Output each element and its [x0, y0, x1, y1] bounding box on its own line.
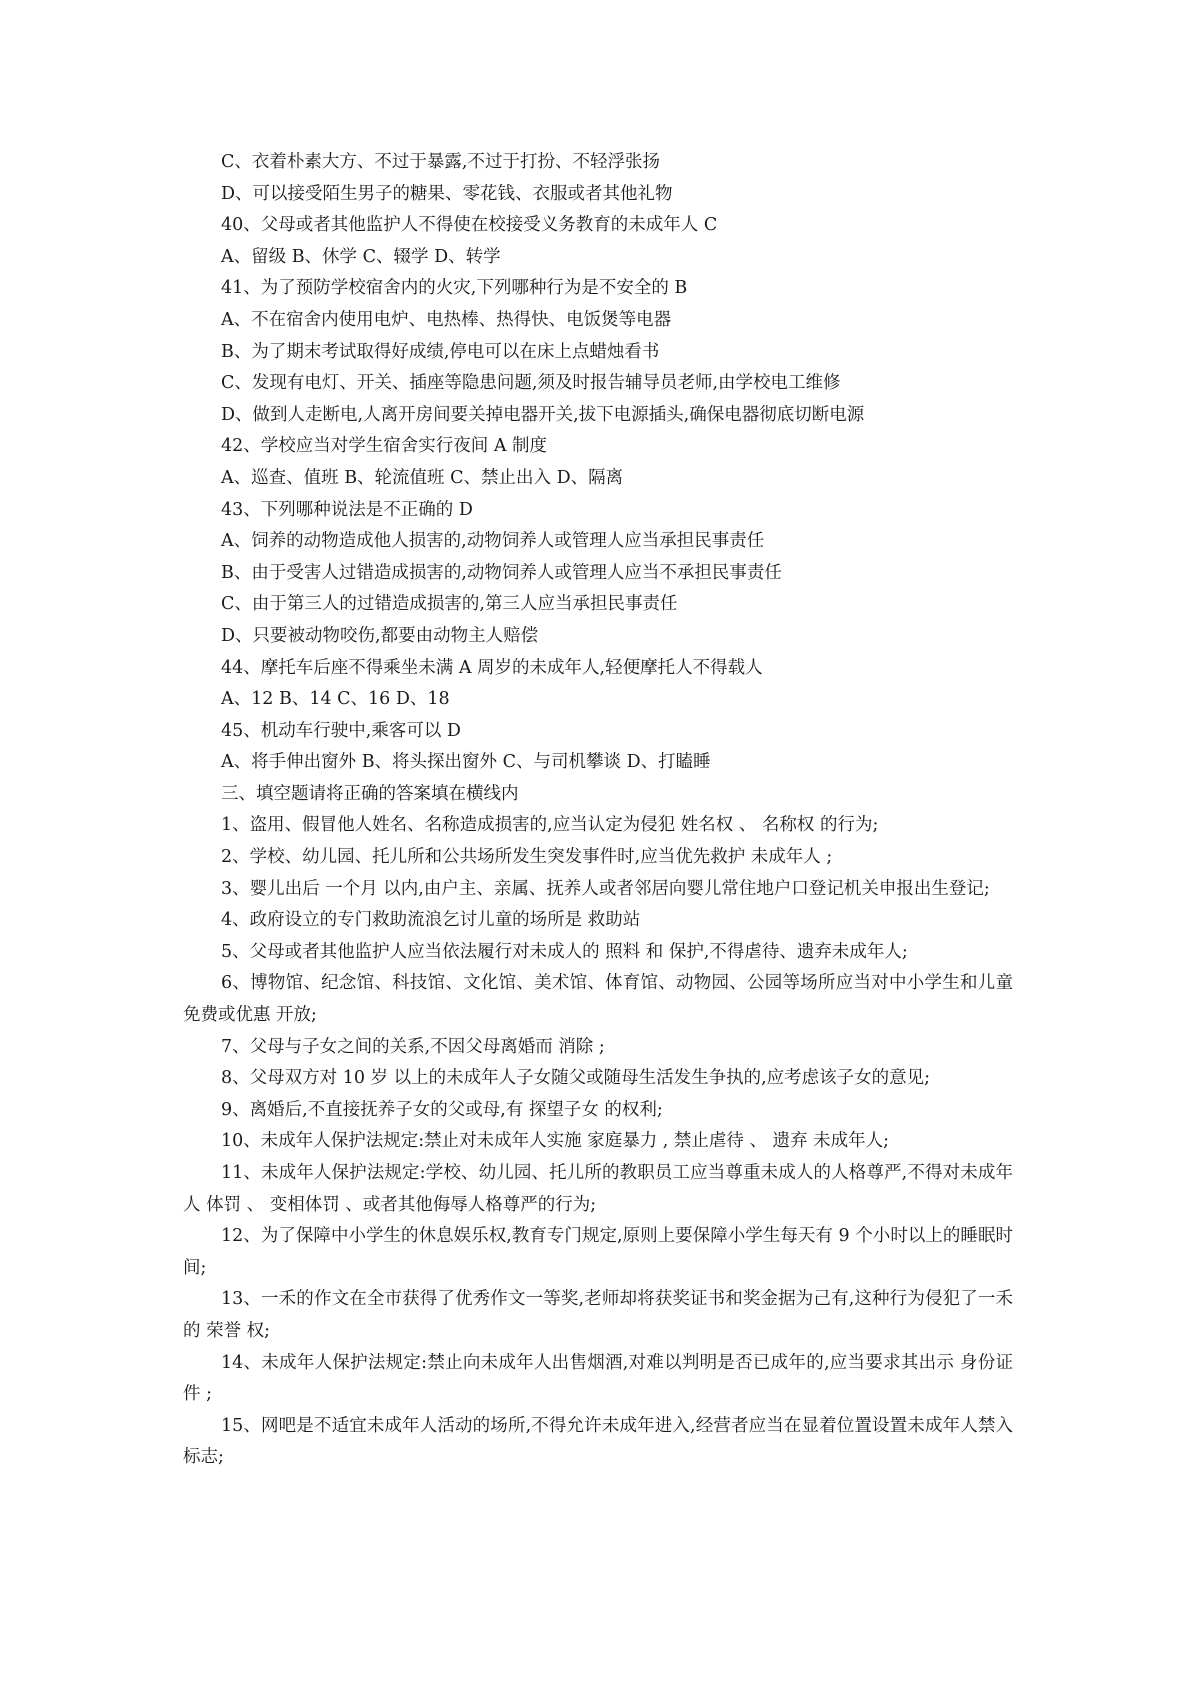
question-41-option-b: B、为了期末考试取得好成绩,停电可以在床上点蜡烛看书	[221, 341, 660, 362]
question-43-option-d: D、只要被动物咬伤,都要由动物主人赔偿	[221, 625, 539, 646]
question-44: 44、摩托车后座不得乘坐未满 A 周岁的未成年人,轻便摩托人不得载人	[221, 657, 763, 678]
question-45: 45、机动车行驶中,乘客可以 D	[221, 720, 461, 741]
fill-blank-13: 13、一禾的作文在全市获得了优秀作文一等奖,老师却将获奖证书和奖金据为己有,这种行为侵犯了一禾的 荣誉 权;	[183, 1289, 1013, 1341]
question-42: 42、学校应当对学生宿舍实行夜间 A 制度	[221, 436, 548, 457]
question-42-options: A、巡查、值班 B、轮流值班 C、禁止出入 D、隔离	[221, 467, 624, 488]
text-line: C、衣着朴素大方、不过于暴露,不过于打扮、不轻浮张扬	[221, 152, 660, 172]
question-41: 41、为了预防学校宿舍内的火灾,下列哪种行为是不安全的 B	[221, 278, 688, 299]
fill-blank-6: 6、博物馆、纪念馆、科技馆、文化馆、美术馆、体育馆、动物园、公园等场所应当对中小学生和儿童 免费或优惠 开放;	[183, 973, 1013, 1026]
fill-blank-12: 12、为了保障中小学生的休息娱乐权,教育专门规定,原则上要保障小学生每天有 9 个小时以上的睡眠时间;	[183, 1226, 1013, 1278]
fill-blank-4: 4、政府设立的专门救助流浪乞讨儿童的场所是 救助站	[221, 910, 641, 931]
question-40: 40、父母或者其他监护人不得使在校接受义务教育的未成年人 C	[221, 215, 718, 236]
fill-blank-3: 3、婴儿出后 一个月 以内,由户主、亲属、抚养人或者邻居向婴儿常住地户口登记机关申报出生登记;	[221, 878, 990, 899]
fill-blank-14: 14、未成年人保护法规定:禁止向未成年人出售烟酒,对难以判明是否已成年的,应当要求其出示 身份证件 ;	[183, 1352, 1013, 1405]
question-41-option-c: C、发现有电灯、开关、插座等隐患问题,须及时报告辅导员老师,由学校电工维修	[221, 373, 841, 394]
fill-blank-9: 9、离婚后,不直接抚养子女的父或母,有 探望子女 的权利;	[221, 1099, 663, 1120]
fill-blank-11: 11、未成年人保护法规定:学校、幼儿园、托儿所的教职员工应当尊重未成人的人格尊严,不得对未成年人 体罚 、 变相体罚 、或者其他侮辱人格尊严的行为;	[183, 1163, 1013, 1215]
fill-blank-8: 8、父母双方对 10 岁 以上的未成年人子女随父或随母生活发生争执的,应考虑该子女的意见;	[221, 1068, 931, 1089]
question-43-option-a: A、饲养的动物造成他人损害的,动物饲养人或管理人应当承担民事责任	[221, 531, 765, 552]
fill-blank-15: 15、网吧是不适宜未成年人活动的场所,不得允许未成年进入,经营者应当在显着位置设置未成年人禁入 标志;	[183, 1415, 1013, 1468]
fill-blank-5: 5、父母或者其他监护人应当依法履行对未成人的 照料 和 保护,不得虐待、遗弃未成年人;	[221, 941, 908, 962]
question-41-option-d: D、做到人走断电,人离开房间要关掉电器开关,拔下电源插头,确保电器彻底切断电源	[221, 404, 865, 425]
document-body	[183, 147, 1013, 1474]
text-line: D、可以接受陌生男子的糖果、零花钱、衣服或者其他礼物	[221, 183, 673, 204]
fill-blank-7: 7、父母与子女之间的关系,不因父母离婚而 消除 ;	[221, 1036, 605, 1057]
fill-blank-10: 10、未成年人保护法规定:禁止对未成年人实施 家庭暴力 , 禁止虐待 、 遗弃 未成年人;	[221, 1131, 889, 1152]
question-40-options: A、留级 B、休学 C、辍学 D、转学	[221, 246, 501, 267]
question-43-option-b: B、由于受害人过错造成损害的,动物饲养人或管理人应当不承担民事责任	[221, 562, 782, 583]
question-41-option-a: A、不在宿舍内使用电炉、电热棒、热得快、电饭煲等电器	[221, 309, 672, 330]
section-heading: 三、填空题请将正确的答案填在横线内	[221, 783, 519, 804]
fill-blank-1: 1、盗用、假冒他人姓名、名称造成损害的,应当认定为侵犯 姓名权 、 名称权 的行为;	[221, 815, 879, 836]
question-45-options: A、将手伸出窗外 B、将头探出窗外 C、与司机攀谈 D、打瞌睡	[221, 752, 711, 773]
fill-blank-2: 2、学校、幼儿园、托儿所和公共场所发生突发事件时,应当优先救护 未成年人 ;	[221, 847, 833, 868]
question-43-option-c: C、由于第三人的过错造成损害的,第三人应当承担民事责任	[221, 594, 678, 615]
question-43: 43、下列哪种说法是不正确的 D	[221, 499, 473, 520]
question-44-options: A、12 B、14 C、16 D、18	[221, 689, 450, 710]
